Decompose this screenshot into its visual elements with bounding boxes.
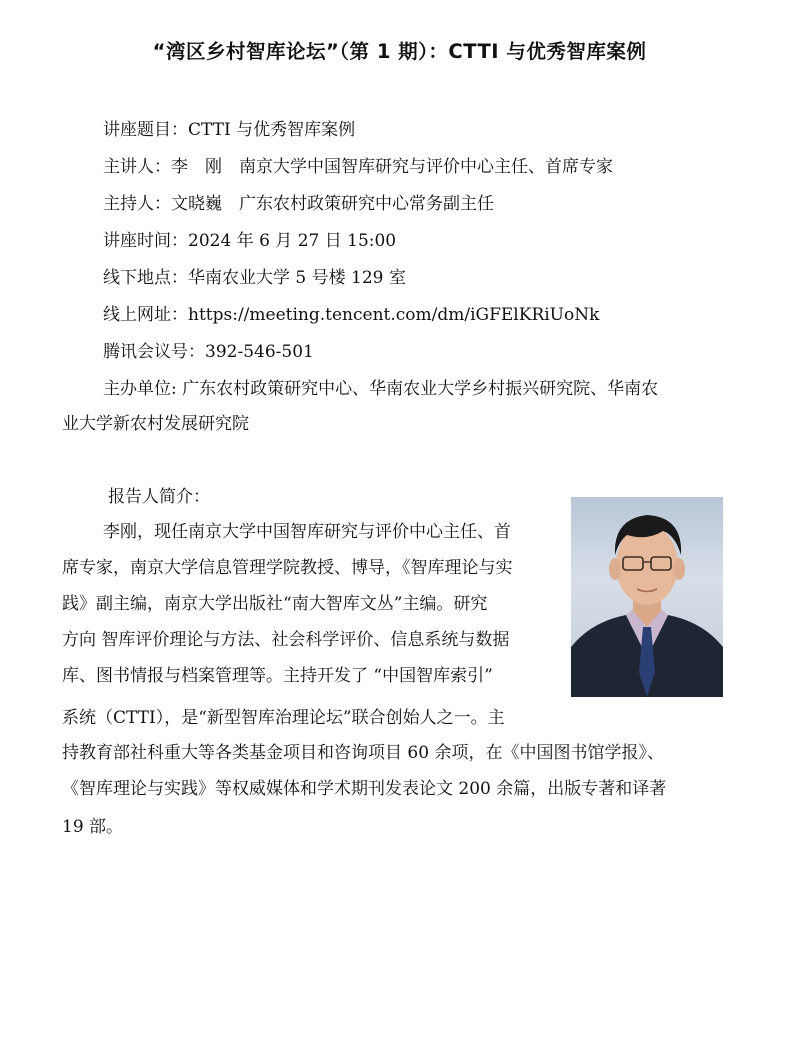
bio-line: 方向 智库评价理论与方法、社会科学评价、信息系统与数据 [62,630,510,650]
bio-line: 持教育部社科重大等各类基金项目和咨询项目 60 余项，在《中国图书馆学报》、 [62,743,664,763]
page-title: “湾区乡村智库论坛”（第 1 期）：CTTI 与优秀智库案例 [152,40,647,63]
bio-heading: 报告人简介： [108,487,210,507]
portrait-image [571,497,723,697]
organizer-line-1: 主办单位: 广东农村政策研究中心、华南农业大学乡村振兴研究院、华南农 [103,379,659,399]
lecture-host: 主持人：文晓巍 广东农村政策研究中心常务副主任 [103,194,494,214]
organizer-line-2: 业大学新农村发展研究院 [62,414,249,434]
bio-line: 《智库理论与实践》等权威媒体和学术期刊发表论文 200 余篇，出版专著和译著 [62,779,667,799]
lecture-topic: 讲座题目：CTTI 与优秀智库案例 [103,120,356,140]
lecture-venue: 线下地点：华南农业大学 5 号楼 129 室 [103,268,406,288]
bio-line: 19 部。 [62,817,124,837]
lecture-time: 讲座时间：2024 年 6 月 27 日 15:00 [103,231,397,251]
bio-line: 践》副主编，南京大学出版社“南大智库文丛”主编。研究 [62,594,488,614]
speaker-photo [571,497,723,697]
meeting-id: 腾讯会议号：392-546-501 [103,342,314,362]
bio-line: 席专家，南京大学信息管理学院教授、博导，《智库理论与实 [62,558,513,578]
bio-line: 系统（CTTI），是“新型智库治理论坛”联合创始人之一。主 [62,708,505,728]
lecture-url: 线上网址：https://meeting.tencent.com/dm/iGFElKRiUoNk [103,305,600,325]
bio-line: 李刚，现任南京大学中国智库研究与评价中心主任、首 [103,522,511,542]
bio-line: 库、图书情报与档案管理等。主持开发了 “中国智库索引” [62,666,493,686]
lecture-speaker: 主讲人：李 刚 南京大学中国智库研究与评价中心主任、首席专家 [103,157,613,177]
